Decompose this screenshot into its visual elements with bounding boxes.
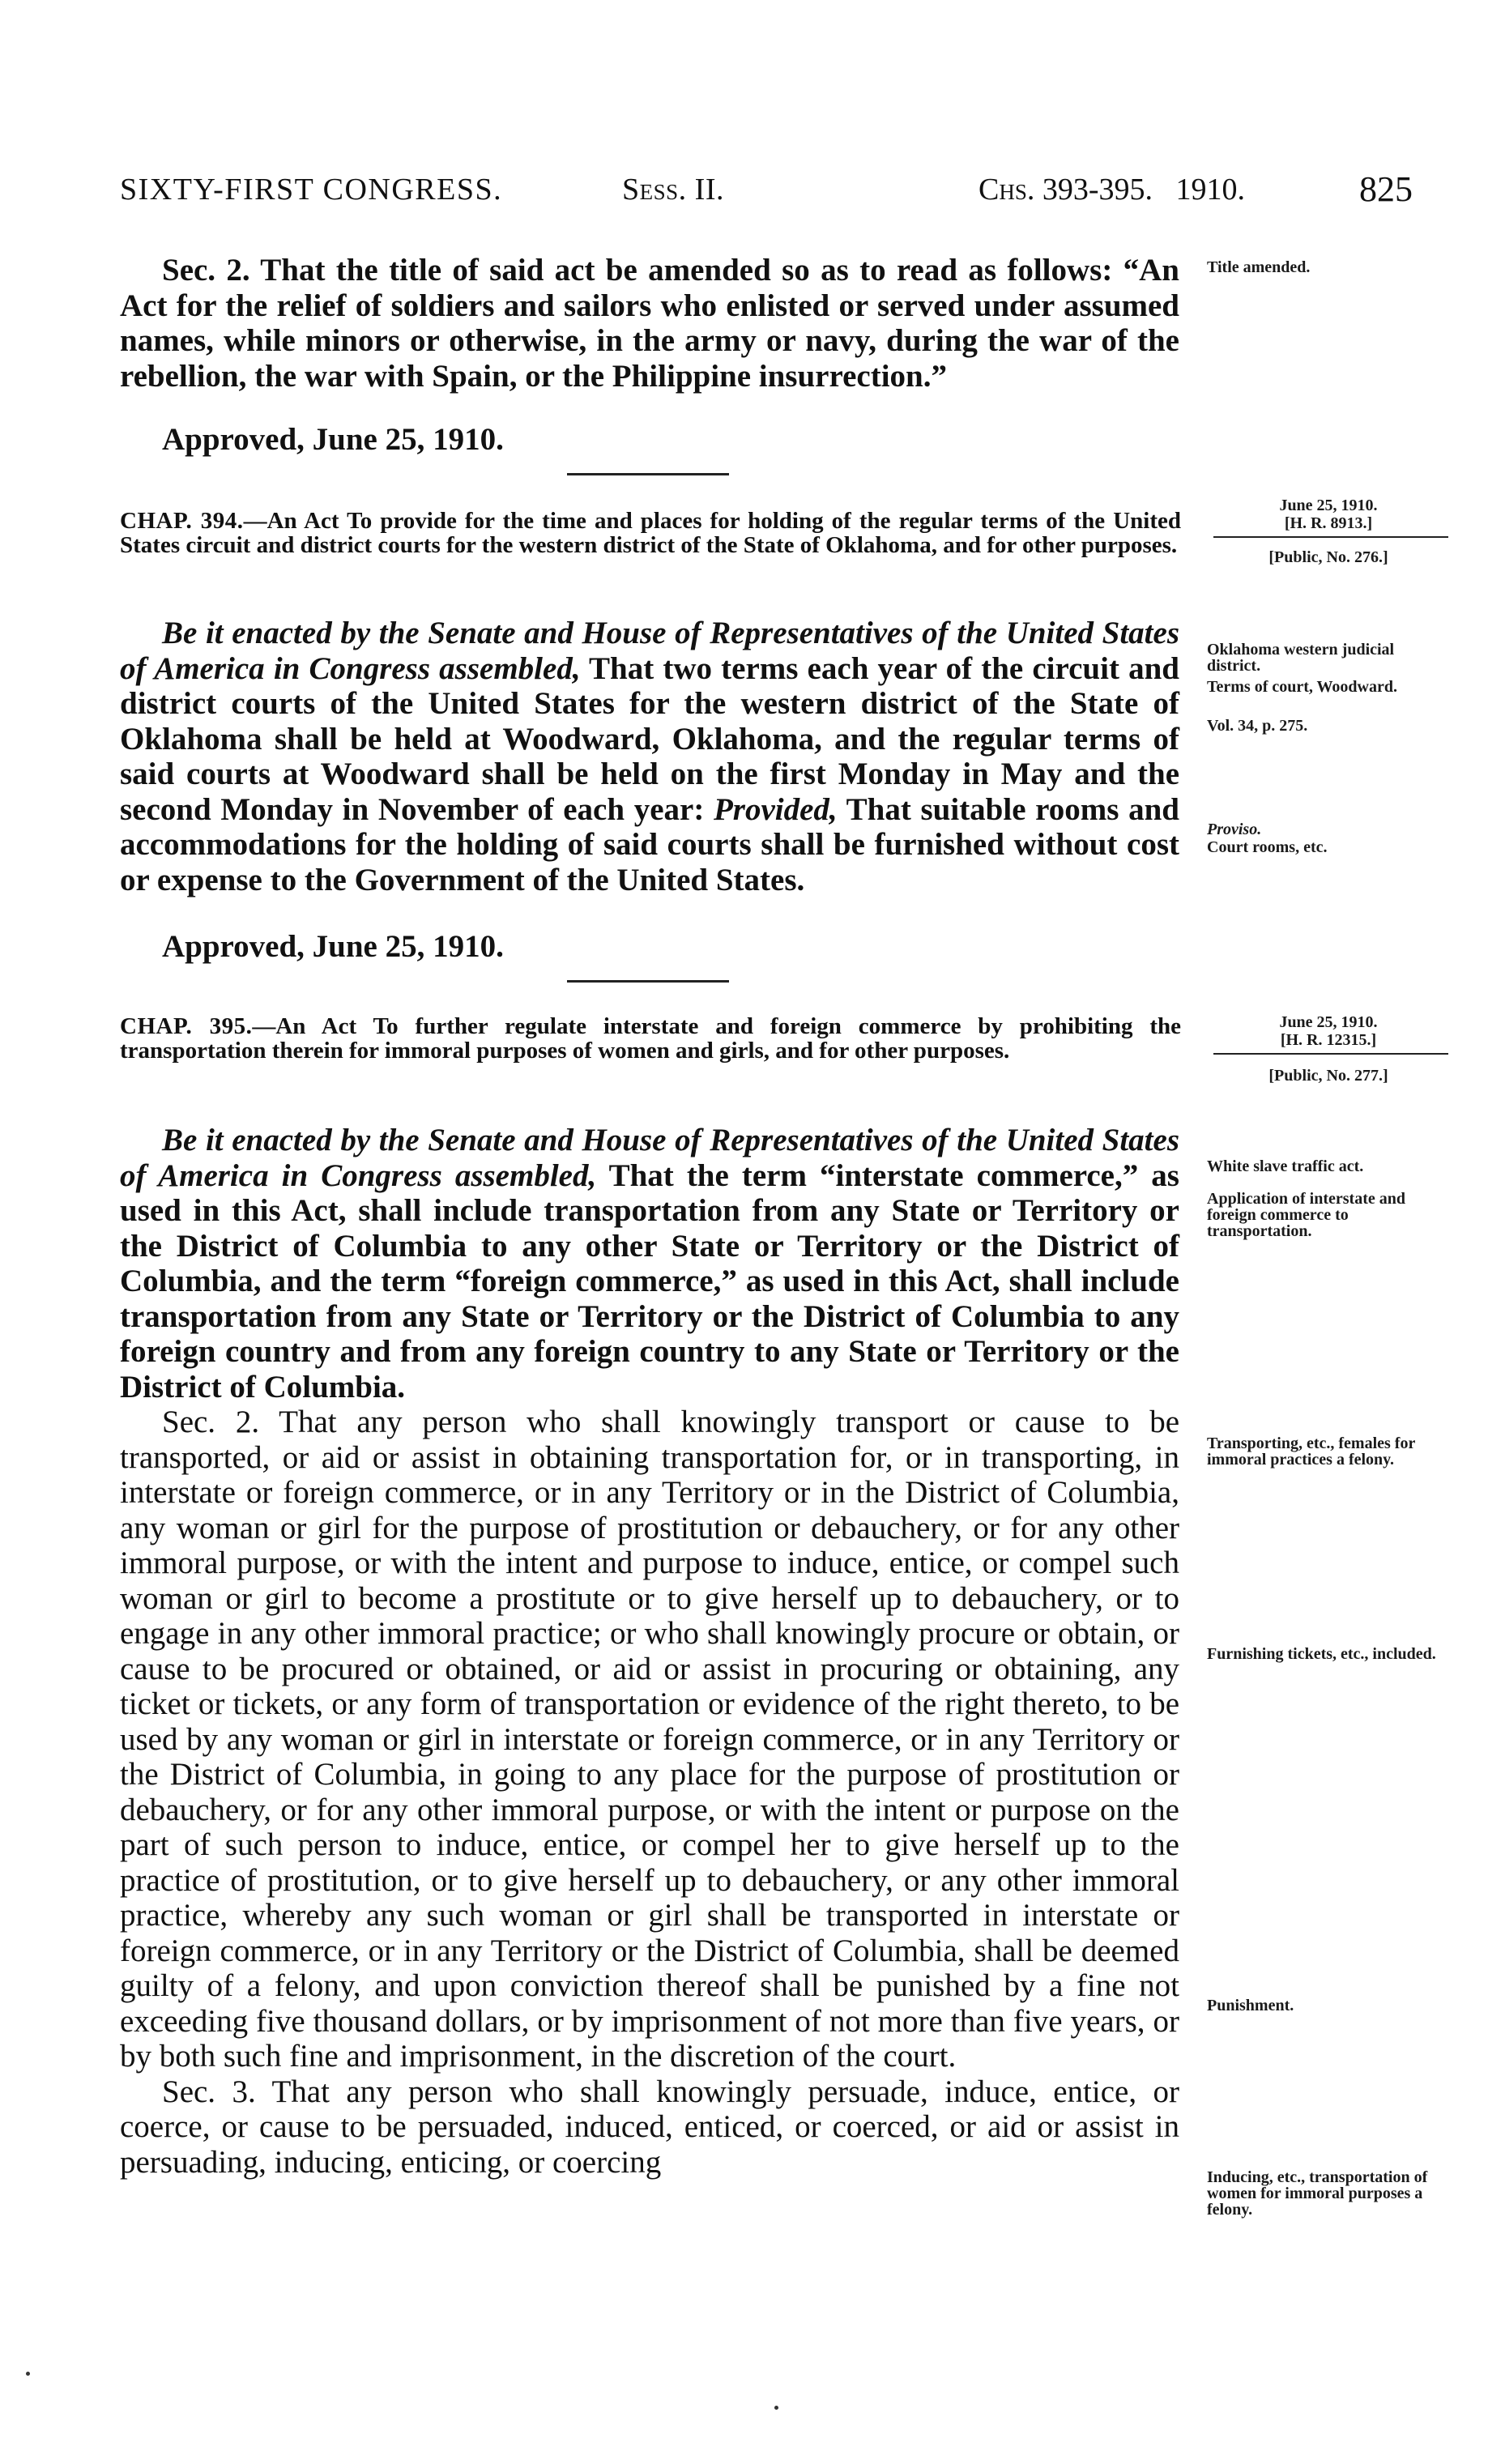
margin-inducing: Inducing, etc., transportation of women for immoral purposes a felony.: [1207, 2168, 1428, 2219]
chap394-number: CHAP. 394.: [120, 508, 244, 534]
chap394-public: [Public, No. 276.]: [1268, 548, 1388, 566]
margin-white-slave: White slave traffic act.: [1207, 1157, 1364, 1175]
print-speck: [26, 2372, 30, 2376]
section-rule-2: [567, 980, 729, 983]
margin-furnishing: Furnishing tickets, etc., included.: [1207, 1645, 1436, 1663]
chap394-date: June 25, 1910.: [1279, 497, 1378, 514]
chapters-label: Chs. 393-395. 1910.: [978, 173, 1246, 207]
margin-court-rooms: Court rooms, etc.: [1207, 838, 1328, 856]
margin-vol-ref: Vol. 34, p. 275.: [1207, 717, 1308, 735]
chap395-body: [120, 1123, 1179, 2180]
margin-punishment: Punishment.: [1207, 1997, 1294, 2014]
chap394-text-1: That two terms each year of the circuit and district courts of the United States for the western district of the State of Oklahoma shall be held at Woodward, Oklahoma, and the regular terms of said courts at Woodward shall be held on the first Monday in May and the second Monday in November of each year:: [120, 650, 1179, 827]
chap395-public: [Public, No. 277.]: [1268, 1067, 1388, 1085]
chap395-sec3: Sec. 3. That any person who shall knowingly persuade, induce, entice, or coerce, or cause to be persuaded, induced, enticed, or coerced, or aid or assist in persuading, inducing, enticing, or coercing: [120, 2074, 1179, 2180]
session-label: Sess. II.: [622, 173, 724, 207]
approved-line-2: Approved, June 25, 1910.: [162, 929, 504, 964]
approved-line-1: Approved, June 25, 1910.: [162, 422, 504, 457]
sec2-paragraph: Sec. 2. That the title of said act be amended so as to read as follows: “An Act for the relief of soldiers and sailors who enlisted or served under assumed names, while minors or otherwise, in the army or navy, during the war of the rebellion, the war with Spain, or the Philippine insurrection.”: [120, 253, 1179, 394]
chap395-sec1-text: That the term “interstate commerce,” as used in this Act, shall include transportation from any State or Territory or the District of Columbia to any other State or Territory or the District of Columbia, and the term “foreign commerce,” as used in this Act, shall include transportation from any State or Territory or the District of Columbia to any foreign country and from any foreign country to any State or Territory or the District of Columbia.: [120, 1157, 1179, 1405]
section-rule-1: [567, 473, 729, 475]
chap394-enacting-clause: Be it enacted by the Senate and House of Representatives of the United States of America in Congress assembled,: [120, 616, 1179, 686]
chap394-text-2: That suitable rooms and accommodations for the holding of said courts shall be furnished without cost or expense to the Government of the United States.: [120, 791, 1179, 897]
chap395-bill: [H. R. 12315.]: [1280, 1031, 1377, 1049]
margin-application: Application of interstate and foreign commerce to transportation.: [1207, 1190, 1405, 1240]
print-speck: [774, 2406, 778, 2410]
chap395-sec2: Sec. 2. That any person who shall knowingly transport or cause to be transported, or aid or assist in obtaining transportation for, or in transporting, in interstate or foreign commerce, or in any Territory or in the District of Columbia, any woman or girl for the purpose of prostitution or debauchery, or for any other immoral purpose, or with the intent and purpose to induce, entice, or compel such woman or girl to become a prostitute or to give herself up to debauchery, or to engage in any other immoral practice; or who shall knowingly procure or obtain, or cause to be procured or obtained, or aid or assist in procuring or obtaining, any ticket or tickets, or any form of transportation or evidence of the right thereto, to be used by any woman or girl in interstate or foreign commerce, or in any Territory or the District of Columbia, in going to any place for the purpose of prostitution or debauchery, or for any other immoral purpose, or with the intent or purpose on the part of such person to induce, entice, or compel her to give herself up to the practice of prostitution, or to give herself up to debauchery, or any other immoral practice, whereby any such woman or girl shall be transported in interstate or foreign commerce, or in any Territory or the District of Columbia, shall be deemed guilty of a felony, and upon conviction thereof shall be punished by a fine not exceeding five thousand dollars, or by imprisonment of not more than five years, or by both such fine and imprisonment, in the discretion of the court.: [120, 1405, 1179, 2074]
margin-transporting: Transporting, etc., females for immoral practices a felony.: [1207, 1434, 1415, 1469]
running-header: [120, 169, 1432, 212]
chap394-enactment: [120, 616, 1179, 897]
chap394-bill: [H. R. 8913.]: [1284, 514, 1373, 532]
congress-label: SIXTY-FIRST CONGRESS.: [120, 173, 503, 207]
margin-oklahoma: Oklahoma western judicial district.: [1207, 641, 1395, 675]
chap394-title: —An Act To provide for the time and places for holding of the regular terms of the United States circuit and district courts for the western district of the State of Oklahoma, and for other purposes.: [120, 508, 1182, 558]
chap395-enacting-clause: Be it enacted by the Senate and House of Representatives of the United States of America in Congress assembled,: [120, 1123, 1179, 1193]
chap395-title: —An Act To further regulate interstate and foreign commerce by prohibiting the transportation therein for immoral purposes of women and girls, and for other purposes.: [120, 1013, 1181, 1064]
margin-title-amended: Title amended.: [1207, 258, 1311, 276]
margin-proviso: Proviso.: [1207, 821, 1262, 838]
chap394-heading: [120, 509, 1181, 557]
chap395-heading: [120, 1014, 1181, 1063]
chap395-number: CHAP. 395.: [120, 1013, 253, 1039]
chap394-provided: Provided,: [713, 791, 838, 827]
sec2-title-amendment: [120, 253, 1179, 394]
page-number: 825: [1359, 169, 1413, 209]
chap394-margin-rule: [1213, 536, 1448, 538]
chap395-date: June 25, 1910.: [1279, 1013, 1378, 1031]
margin-terms-court: Terms of court, Woodward.: [1207, 678, 1397, 696]
chap395-margin-rule: [1213, 1053, 1448, 1055]
